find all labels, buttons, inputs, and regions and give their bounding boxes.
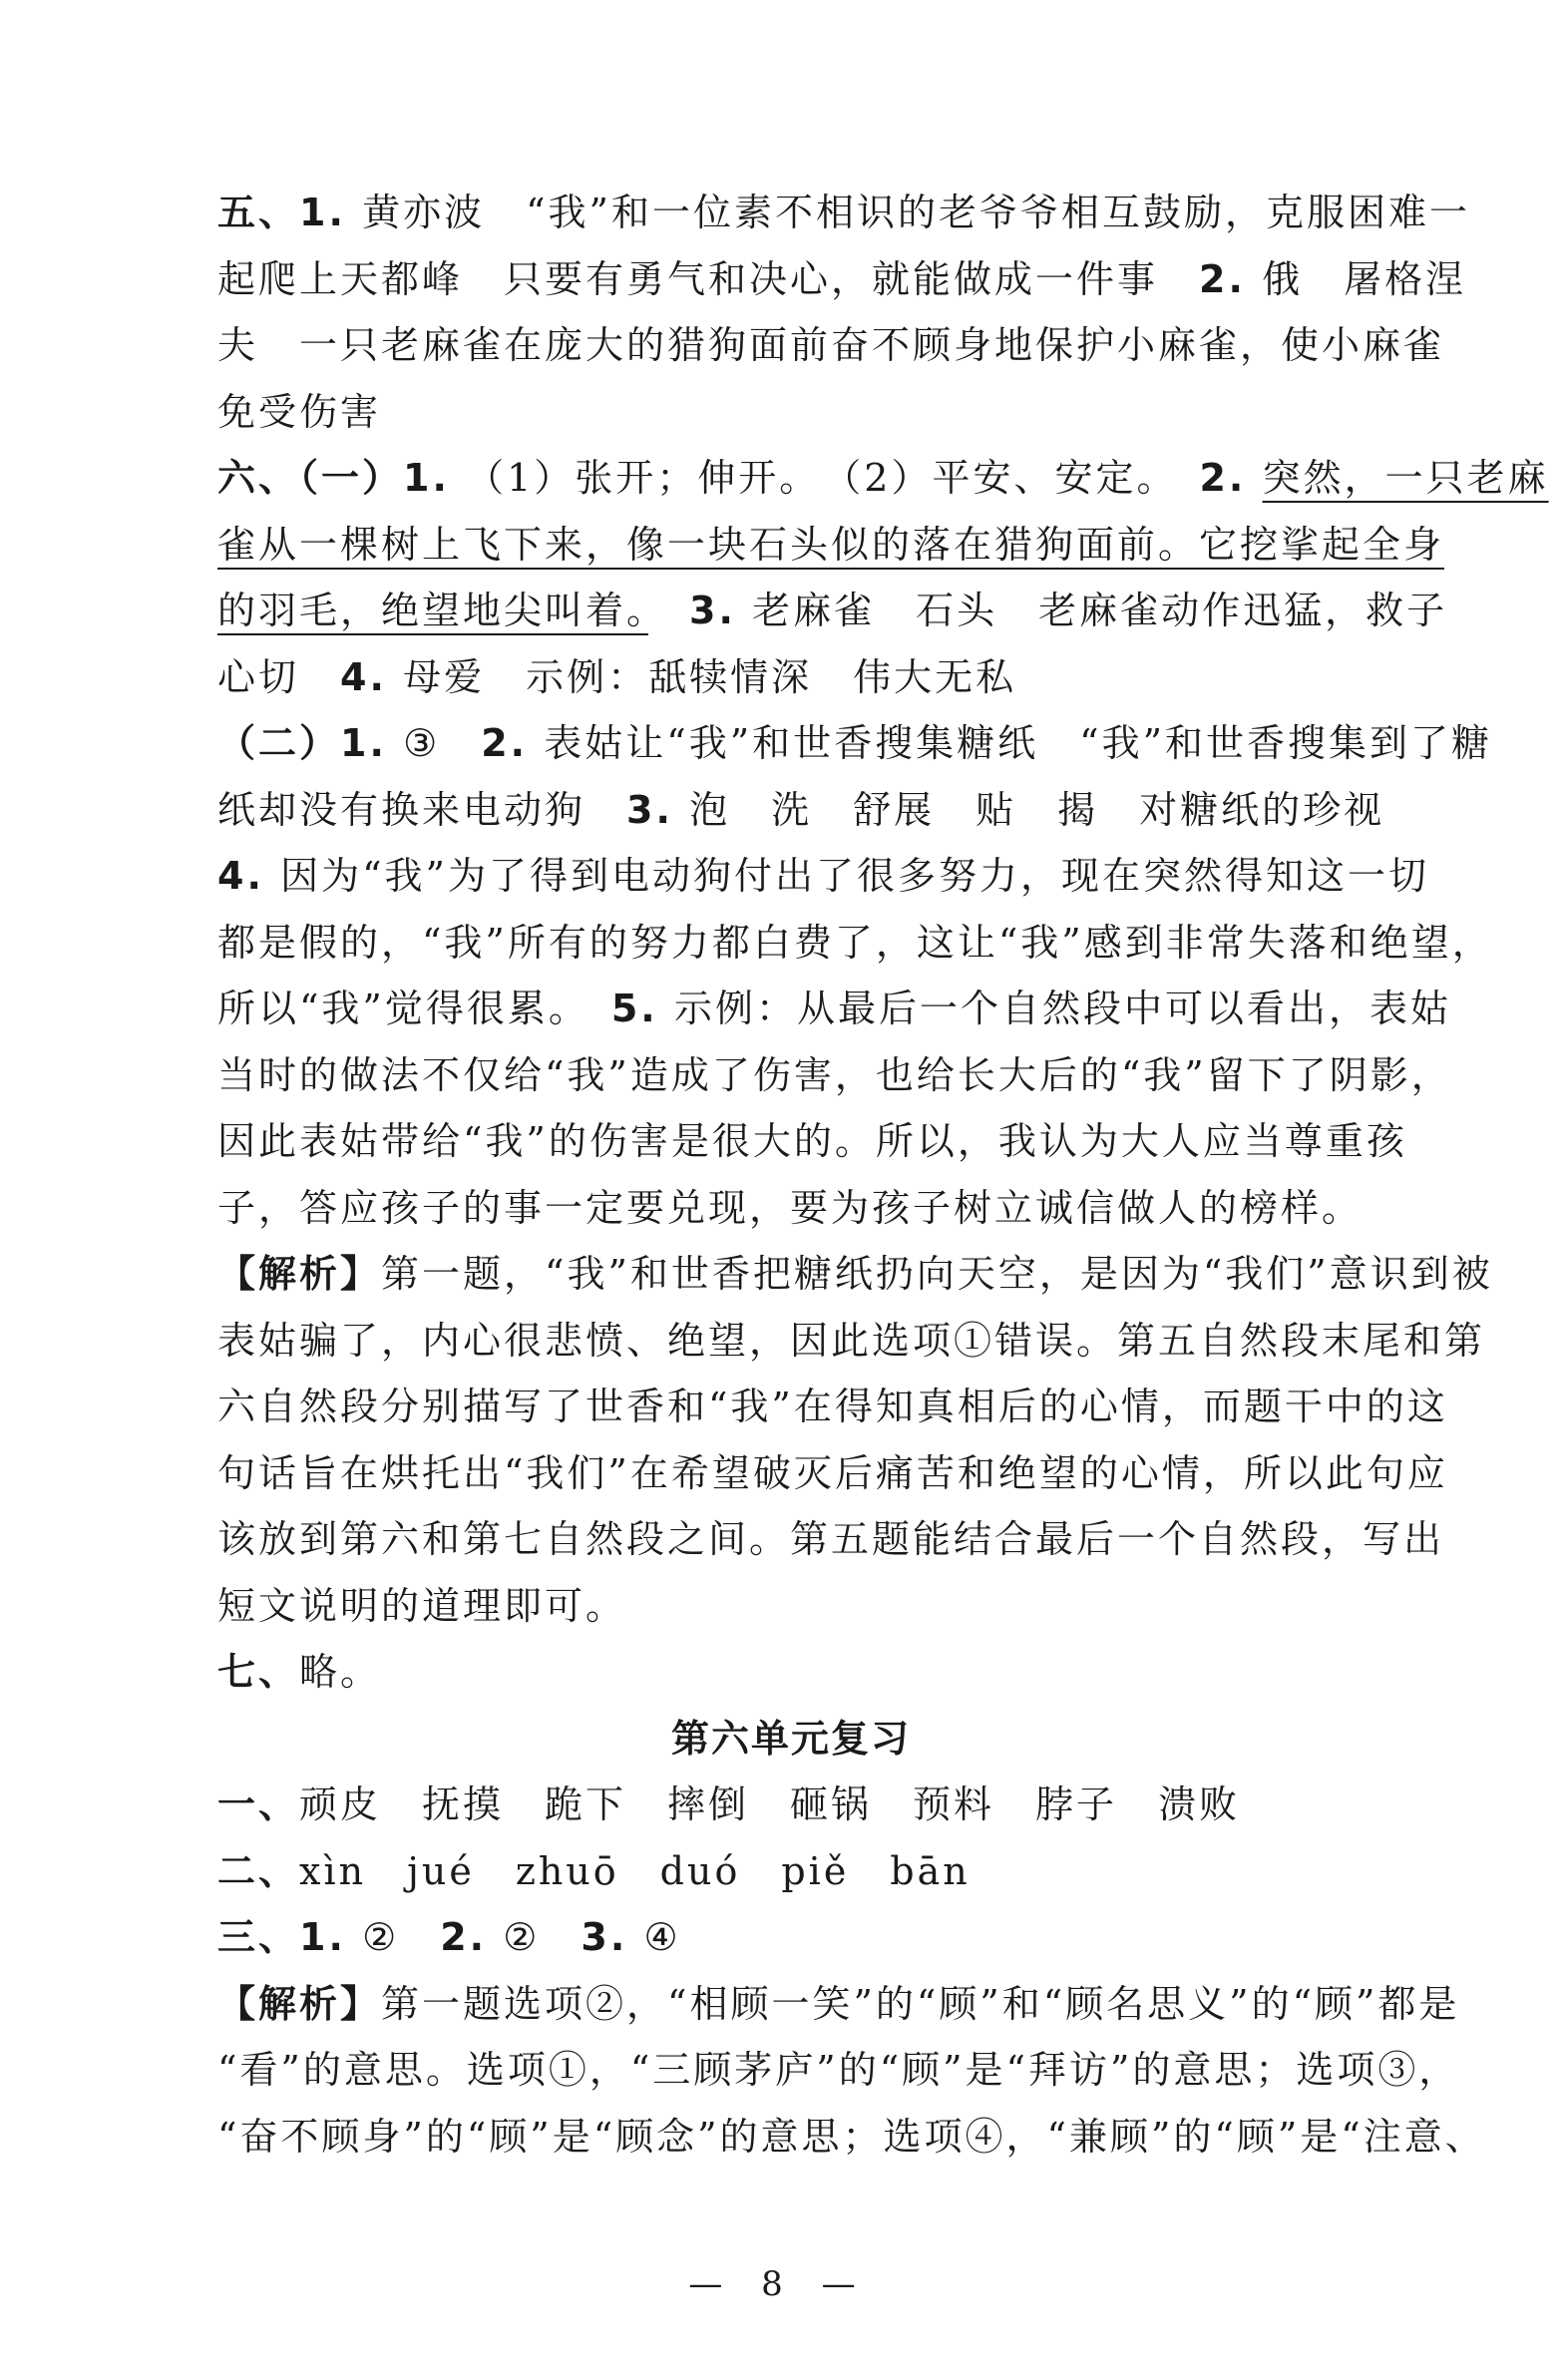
- question-number: 一、: [217, 1783, 300, 1826]
- text-line: [217, 1374, 1448, 1440]
- answer-text-run: 表姑让“我”和世香搜集糖纸 “我”和世香搜集到了糖: [544, 721, 1493, 765]
- answer-text-run: 略。: [299, 1650, 382, 1694]
- question-number: （二）1.: [217, 721, 404, 765]
- question-number: 二、: [217, 1848, 300, 1893]
- answer-text: [217, 180, 1549, 2170]
- underlined-sentence: 雀从一棵树上飞下来，像一块石头似的落在猎狗面前。它挖挲起全身: [217, 522, 1445, 567]
- analysis-label: 【解析】: [217, 1252, 382, 1296]
- question-number: 3.: [689, 589, 753, 632]
- text-line: [217, 910, 1493, 977]
- answer-text-run: 表姑骗了，内心很悲愤、绝望，因此选项①错误。第五自然段末尾和第: [217, 1318, 1486, 1363]
- question-number: 2.: [440, 1915, 504, 1959]
- text-line: [217, 2037, 1460, 2104]
- text-line: [217, 1440, 1448, 1507]
- text-line: [217, 843, 1429, 910]
- text-line: [217, 777, 1385, 844]
- text-line: [217, 1772, 1364, 1838]
- answer-text-run: 纸却没有换来电动狗: [217, 787, 627, 832]
- text-line: [217, 445, 1549, 512]
- question-number: 六、（一）1.: [217, 456, 467, 500]
- answer-text-run: 免受伤害: [217, 389, 382, 434]
- text-line: [217, 1241, 1493, 1308]
- answer-text-run: 因此表姑带给“我”的伤害是很大的。所以，我认为大人应当尊重孩: [217, 1119, 1407, 1163]
- question-number: 2.: [1199, 456, 1263, 500]
- answer-text-run: 子，答应孩子的事一定要兑现，要为孩子树立诚信做人的榜样。: [217, 1185, 1363, 1230]
- section-title: 第六单元复习: [670, 1716, 911, 1761]
- answer-text-run: ④: [643, 1915, 681, 1959]
- text-line: [217, 644, 1364, 711]
- answer-text-run: “奋不顾身”的“顾”是“顾念”的意思；选项④，“兼顾”的“顾”是“注意、: [217, 2114, 1486, 2159]
- answer-text-run: 该放到第六和第七自然段之间。第五题能结合最后一个自然段，写出: [217, 1517, 1445, 1561]
- question-number: 3.: [626, 787, 690, 832]
- question-number: 五、1.: [217, 191, 363, 234]
- answer-text-run: 都是假的，“我”所有的努力都白费了，这让“我”感到非常失落和绝望，: [217, 920, 1493, 965]
- text-line: [217, 1108, 1407, 1175]
- text-line: [217, 180, 1470, 246]
- question-number: 4.: [217, 854, 281, 898]
- answer-text-run: 顽皮 抚摸 跪下 摔倒 砸锅 预料 脖子 溃败: [299, 1783, 1241, 1826]
- text-line: [217, 1506, 1445, 1573]
- answer-text-run: ②: [503, 1915, 582, 1959]
- text-line: [217, 1573, 1364, 1640]
- answer-text-run: 第一题选项②，“相顾一笑”的“顾”和“顾名思义”的“顾”都是: [381, 1981, 1460, 2026]
- answer-text-run: 夫 一只老麻雀在庞大的猎狗面前奋不顾身地保护小麻雀，使小麻雀: [217, 323, 1445, 367]
- answer-text-run: 黄亦波 “我”和一位素不相识的老爷爷相互鼓励，克服困难一: [362, 191, 1470, 234]
- text-line: [217, 2104, 1486, 2171]
- text-line: [217, 312, 1445, 379]
- answer-text-run: 心切: [217, 654, 341, 699]
- answer-text-run: 泡 洗 舒展 贴 揭 对糖纸的珍视: [689, 787, 1385, 832]
- question-number: 2.: [1199, 256, 1263, 301]
- text-line: [217, 379, 1364, 446]
- text-line: [217, 1904, 1364, 1971]
- text-line: [217, 1175, 1364, 1242]
- answer-text-run: 所以“我”觉得很累。: [217, 987, 611, 1030]
- answer-text-run: 老麻雀 石头 老麻雀动作迅猛，救子: [752, 589, 1448, 632]
- question-number: 三、1.: [217, 1915, 363, 1959]
- answer-text-run: 当时的做法不仅给“我”造成了伤害，也给长大后的“我”留下了阴影，: [217, 1052, 1452, 1097]
- pinyin-answers: xìn jué zhuō duó piě bān: [299, 1848, 971, 1893]
- answer-text-run: 第一题，“我”和世香把糖纸扔向天空，是因为“我们”意识到被: [381, 1252, 1493, 1296]
- text-line: [217, 578, 1448, 644]
- text-line: [217, 976, 1451, 1042]
- text-line: [217, 512, 1445, 579]
- question-number: 七、: [217, 1650, 300, 1694]
- text-line: [217, 1639, 1364, 1706]
- answer-text-run: 示例：从最后一个自然段中可以看出，表姑: [673, 987, 1451, 1030]
- page-number: — 8 —: [688, 2264, 870, 2304]
- text-line: [217, 1308, 1486, 1375]
- analysis-label: 【解析】: [217, 1981, 382, 2026]
- text-line: [217, 710, 1493, 777]
- answer-text-run: 句话旨在烘托出“我们”在希望破灭后痛苦和绝望的心情，所以此句应: [217, 1450, 1448, 1495]
- answer-text-run: 母爱 示例：舐犊情深 伟大无私: [403, 654, 1017, 699]
- answer-text-run: ③: [403, 721, 482, 765]
- question-number: 4.: [340, 654, 404, 699]
- answer-text-run: 短文说明的道理即可。: [217, 1583, 627, 1628]
- answer-text-run: “看”的意思。选项①，“三顾茅庐”的“顾”是“拜访”的意思；选项③，: [217, 2048, 1460, 2092]
- answer-text-run: 起爬上天都峰 只要有勇气和决心，就能做成一件事: [217, 256, 1200, 301]
- text-line: [217, 1838, 1364, 1905]
- answer-text-run: [648, 589, 689, 632]
- answer-text-run: 六自然段分别描写了世香和“我”在得知真相后的心情，而题干中的这: [217, 1385, 1448, 1428]
- answer-text-run: 因为“我”为了得到电动狗付出了很多努力，现在突然得知这一切: [280, 854, 1429, 898]
- underlined-sentence: 的羽毛，绝望地尖叫着。: [217, 589, 649, 632]
- question-number: 3.: [581, 1915, 644, 1959]
- text-line: [217, 1042, 1452, 1109]
- question-number: 2.: [481, 721, 545, 765]
- text-line: [217, 1971, 1460, 2038]
- answer-text-run: ②: [362, 1915, 441, 1959]
- underlined-sentence: 突然，一只老麻: [1262, 456, 1549, 500]
- answer-text-run: （1）张开；伸开。 （2）平安、安定。: [466, 456, 1200, 500]
- question-number: 5.: [610, 987, 674, 1030]
- answer-text-run: 俄 屠格涅: [1262, 256, 1467, 301]
- text-line: [217, 246, 1467, 313]
